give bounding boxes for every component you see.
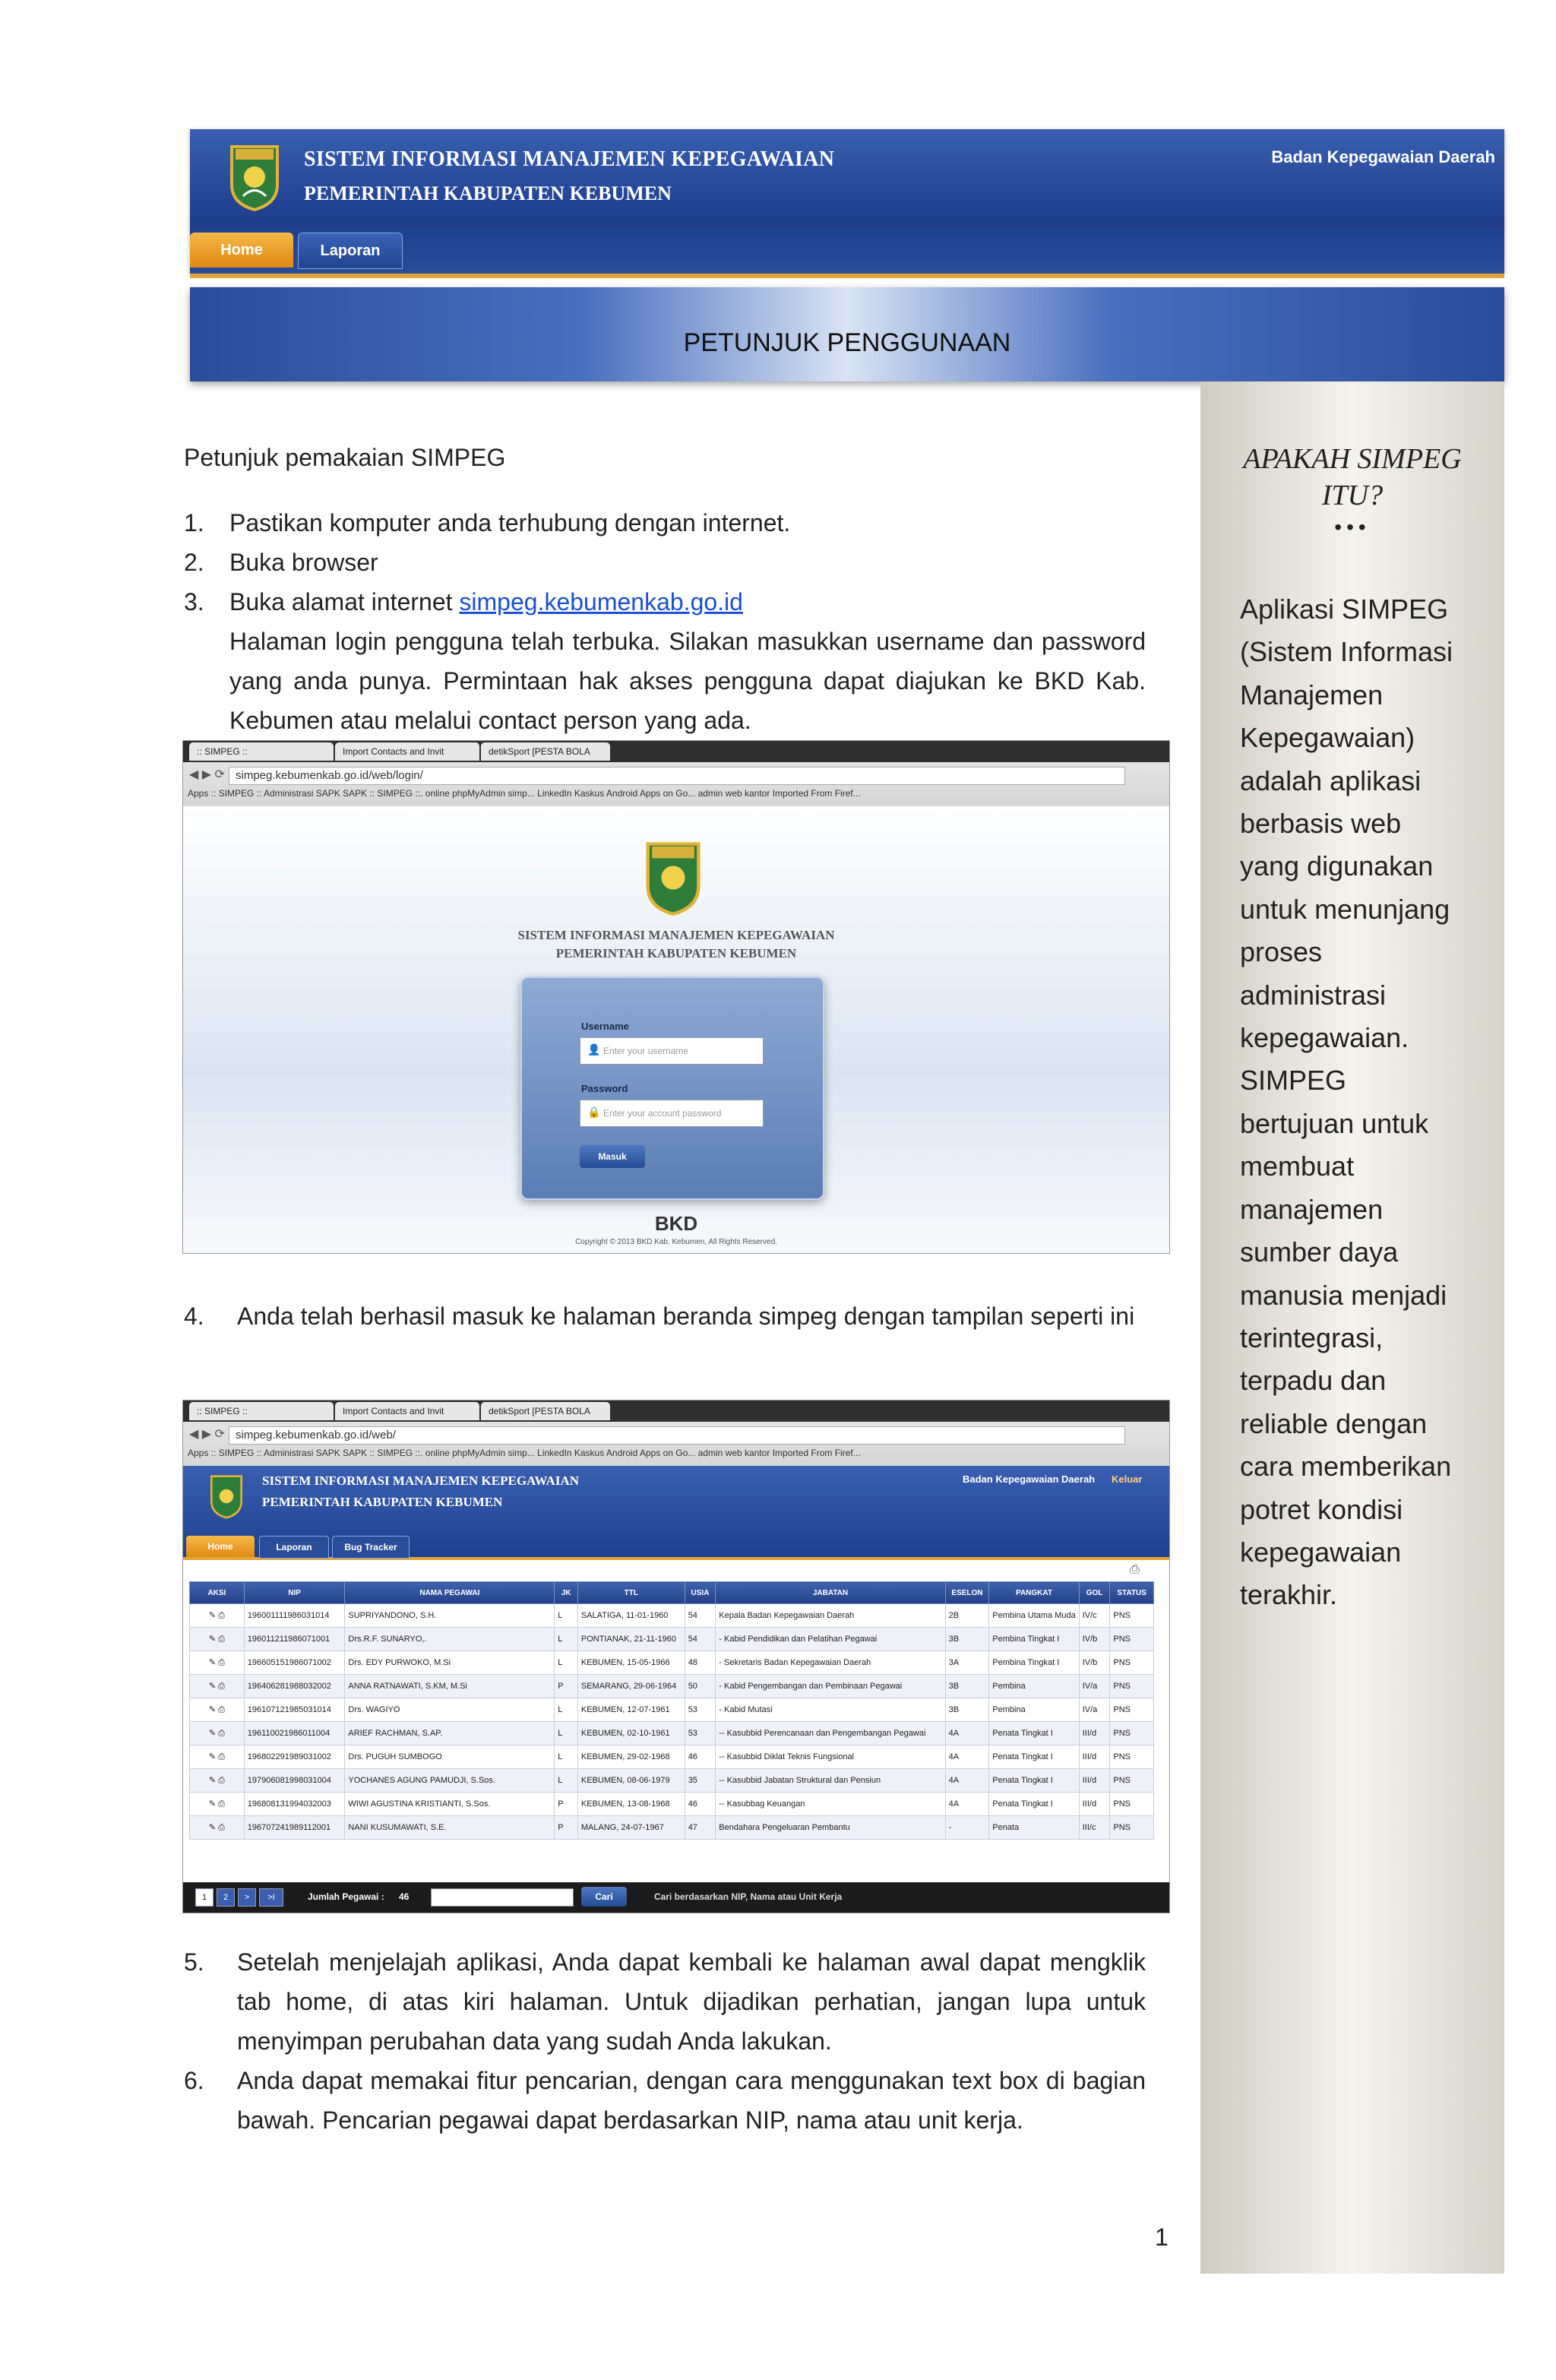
- print-icon[interactable]: ⎙: [216, 1776, 225, 1785]
- step-6-text: Anda dapat memakai fitur pencarian, dengan cara menggunakan text box di bagian bawah. Pencarian pegawai dapat berdasarkan NIP, nama atau unit kerja.: [237, 2067, 1146, 2134]
- table-cell: L: [555, 1698, 578, 1722]
- browser-tab[interactable]: detikSport [PESTA BOLA: [481, 1402, 610, 1420]
- table-cell: P: [555, 1675, 578, 1698]
- section-title: PETUNJUK PENGGUNAAN: [683, 328, 1011, 357]
- table-cell: KEBUMEN, 13-08-1968: [577, 1793, 685, 1816]
- table-cell: Bendahara Pengeluaran Pembantu: [716, 1816, 945, 1840]
- table-cell: Pembina: [989, 1675, 1079, 1698]
- login-screenshot: [182, 740, 1170, 1254]
- table-cell: 50: [685, 1675, 716, 1698]
- row-actions: [190, 1722, 245, 1745]
- table-cell: Pembina Tingkat I: [989, 1651, 1079, 1675]
- table-cell: IV/b: [1079, 1651, 1110, 1675]
- sidebar-line: Kepegawaian): [1240, 722, 1415, 754]
- home-screenshot: [182, 1400, 1170, 1913]
- table-cell: 3B: [945, 1628, 989, 1651]
- row-actions: [190, 1816, 245, 1840]
- table-cell: 196110021986011004: [244, 1722, 345, 1745]
- sidebar-line: kepegawaian: [1240, 1536, 1402, 1568]
- password-label: Password: [581, 1083, 628, 1094]
- column-header[interactable]: AKSI: [190, 1582, 245, 1604]
- table-cell: L: [555, 1651, 578, 1675]
- page-button[interactable]: 1: [195, 1888, 213, 1907]
- browser-tab[interactable]: :: SIMPEG ::: [189, 742, 334, 761]
- username-label: Username: [581, 1021, 629, 1032]
- row-actions: [190, 1769, 245, 1793]
- column-header[interactable]: STATUS: [1110, 1582, 1154, 1604]
- sidebar-body: [1240, 588, 1483, 1617]
- row-actions: [190, 1793, 245, 1816]
- row-actions: [190, 1745, 245, 1769]
- table-cell: L: [555, 1769, 578, 1793]
- bookmarks-bar: Apps :: SIMPEG :: Administrasi SAPK SAPK :: SIMPEG ::. online phpMyAdmin simp... LinkedIn Kaskus Android Apps on Go... admin web kantor Imported From Firef...: [188, 788, 861, 799]
- table-cell: Kepala Badan Kepegawaian Daerah: [716, 1604, 945, 1628]
- table-cell: Drs. WAGIYO: [345, 1698, 555, 1722]
- kebumen-emblem-icon: [209, 1473, 244, 1519]
- print-icon[interactable]: ⎙: [216, 1752, 225, 1761]
- page-number: 1: [1155, 2223, 1169, 2251]
- table-row[interactable]: [190, 1604, 1154, 1628]
- table-cell: 48: [685, 1651, 716, 1675]
- table-row[interactable]: [190, 1745, 1154, 1769]
- row-actions: [190, 1651, 245, 1675]
- column-header[interactable]: JK: [555, 1582, 578, 1604]
- table-cell: 3B: [945, 1698, 989, 1722]
- table-cell: IV/a: [1079, 1698, 1110, 1722]
- table-cell: SUPRIYANDONO, S.H.: [345, 1604, 555, 1628]
- employee-count-value: 46: [399, 1891, 410, 1902]
- tab-home[interactable]: Home: [186, 1536, 255, 1557]
- step-3-text: Buka alamat internet: [229, 588, 460, 616]
- table-cell: IV/c: [1079, 1604, 1110, 1628]
- edit-icon[interactable]: ✎: [208, 1682, 217, 1691]
- table-cell: PNS: [1110, 1793, 1154, 1816]
- edit-icon[interactable]: ✎: [208, 1705, 217, 1714]
- table-cell: KEBUMEN, 29-02-1968: [577, 1745, 685, 1769]
- table-cell: L: [555, 1722, 578, 1745]
- print-icon[interactable]: ⎙: [216, 1658, 225, 1667]
- table-cell: Drs. PUGUH SUMBOGO: [345, 1745, 555, 1769]
- table-cell: -: [945, 1816, 989, 1840]
- row-actions: [190, 1628, 245, 1651]
- table-cell: PNS: [1110, 1722, 1154, 1745]
- table-cell: KEBUMEN, 02-10-1961: [577, 1722, 685, 1745]
- search-button[interactable]: Cari: [581, 1887, 627, 1907]
- table-cell: PNS: [1110, 1769, 1154, 1793]
- sidebar-dots: •••: [1334, 515, 1371, 539]
- table-cell: Penata Tingkat I: [989, 1769, 1079, 1793]
- login-button[interactable]: Masuk: [580, 1145, 645, 1168]
- table-row[interactable]: [190, 1722, 1154, 1745]
- table-cell: 2B: [945, 1604, 989, 1628]
- employee-table: [189, 1581, 1154, 1840]
- table-cell: MALANG, 24-07-1967: [577, 1816, 685, 1840]
- sidebar-line: potret kondisi: [1240, 1493, 1403, 1525]
- step-3-detail: Halaman login pengguna telah terbuka. Silakan masukkan username dan password yang anda punya. Permintaan hak akses pengguna dapat diajukan ke BKD Kab. Kebumen atau melalui contact person yang ada.: [229, 628, 1146, 734]
- last-page-button[interactable]: >I: [259, 1888, 283, 1907]
- table-cell: 196707241989112001: [244, 1816, 345, 1840]
- browser-tab-strip: [183, 741, 1169, 762]
- column-header[interactable]: USIA: [685, 1582, 716, 1604]
- search-hint: Cari berdasarkan NIP, Nama atau Unit Kerja: [654, 1891, 843, 1902]
- sidebar-title: APAKAH SIMPEG ITU?: [1243, 443, 1462, 511]
- intro-text: Petunjuk pemakaian SIMPEG: [184, 444, 506, 471]
- table-row[interactable]: [190, 1675, 1154, 1698]
- table-cell: 46: [685, 1793, 716, 1816]
- table-cell: SEMARANG, 29-06-1964: [577, 1675, 685, 1698]
- table-cell: 4A: [945, 1722, 989, 1745]
- table-cell: ANNA RATNAWATI, S.KM, M.Si: [345, 1675, 555, 1698]
- browser-tab[interactable]: Import Contacts and Invit: [335, 1402, 479, 1420]
- table-cell: Pembina Tingkat I: [989, 1628, 1079, 1651]
- nav-underline: [183, 1557, 1169, 1560]
- app-title-line1: SISTEM INFORMASI MANAJEMEN KEPEGAWAIAN: [304, 147, 835, 171]
- table-cell: III/d: [1079, 1722, 1110, 1745]
- sidebar-line: terintegrasi,: [1240, 1321, 1384, 1353]
- table-cell: 196802291989031002: [244, 1745, 345, 1769]
- browser-tab-strip: [183, 1400, 1169, 1422]
- browser-chrome: [183, 741, 1169, 807]
- login-title-line2: PEMERINTAH KABUPATEN KEBUMEN: [555, 946, 797, 961]
- table-cell: SALATIGA, 11-01-1960: [577, 1604, 685, 1628]
- table-cell: - Sekretaris Badan Kepegawaian Daerah: [716, 1651, 945, 1675]
- step-3-line: [229, 582, 743, 622]
- address-bar[interactable]: simpeg.kebumenkab.go.id/web/login/: [229, 767, 1125, 785]
- table-cell: 47: [685, 1816, 716, 1840]
- sidebar-line: terpadu dan: [1240, 1365, 1387, 1397]
- print-icon[interactable]: ⎙: [216, 1799, 225, 1809]
- table-row[interactable]: [190, 1793, 1154, 1816]
- step-4-number: 4.: [184, 1302, 204, 1330]
- table-cell: 54: [685, 1604, 716, 1628]
- table-cell: PNS: [1110, 1604, 1154, 1628]
- table-row[interactable]: [190, 1651, 1154, 1675]
- sidebar-line: manusia menjadi: [1240, 1279, 1447, 1311]
- edit-icon[interactable]: ✎: [208, 1611, 217, 1620]
- login-title-line1: SISTEM INFORMASI MANAJEMEN KEPEGAWAIAN: [517, 928, 835, 942]
- step-2-text: Buka browser: [229, 549, 378, 576]
- table-cell: 196001111986031014: [244, 1604, 345, 1628]
- table-cell: Penata: [989, 1816, 1079, 1840]
- table-cell: 196605151986071002: [244, 1651, 345, 1675]
- table-cell: III/d: [1079, 1769, 1110, 1793]
- bookmarks-bar: Apps :: SIMPEG :: Administrasi SAPK SAPK :: SIMPEG ::. online phpMyAdmin simp... LinkedIn Kaskus Android Apps on Go... admin web kantor Imported From Firef...: [188, 1448, 861, 1458]
- browser-chrome: [183, 1400, 1169, 1467]
- address-bar[interactable]: simpeg.kebumenkab.go.id/web/: [229, 1426, 1125, 1445]
- table-cell: PNS: [1110, 1675, 1154, 1698]
- user-icon: 👤: [587, 1043, 601, 1055]
- sidebar-line: manajemen: [1240, 1193, 1384, 1225]
- sidebar-line: sumber daya: [1240, 1236, 1399, 1268]
- edit-icon[interactable]: ✎: [208, 1635, 217, 1644]
- step-1-text: Pastikan komputer anda terhubung dengan internet.: [229, 509, 791, 536]
- table-cell: Drs. EDY PURWOKO, M.Si: [345, 1651, 555, 1675]
- table-cell: 3A: [945, 1651, 989, 1675]
- kebumen-emblem-icon: [228, 143, 281, 211]
- table-cell: Penata Tingkat I: [989, 1745, 1079, 1769]
- copyright-text: Copyright © 2013 BKD Kab. Kebumen, All Rights Reserved.: [575, 1238, 777, 1246]
- tab-laporan[interactable]: Laporan: [298, 233, 403, 269]
- column-header[interactable]: TTL: [577, 1582, 685, 1604]
- bkd-footer-logo: BKD: [654, 1212, 698, 1235]
- table-cell: NANI KUSUMAWATI, S.E.: [345, 1816, 555, 1840]
- logout-link[interactable]: Keluar: [1112, 1473, 1143, 1485]
- print-icon[interactable]: ⎙: [216, 1729, 225, 1738]
- home-title-line2: PEMERINTAH KABUPATEN KEBUMEN: [262, 1495, 503, 1509]
- row-actions: [190, 1604, 245, 1628]
- sidebar-line: bertujuan untuk: [1240, 1107, 1429, 1139]
- print-icon[interactable]: ⎙: [216, 1682, 225, 1691]
- column-header[interactable]: NAMA PEGAWAI: [345, 1582, 555, 1604]
- row-actions: [190, 1698, 245, 1722]
- password-input[interactable]: Enter your account password: [580, 1100, 764, 1127]
- back-forward-reload-icon[interactable]: ◀ ▶ ⟳: [189, 1428, 225, 1441]
- table-cell: 196107121985031014: [244, 1698, 345, 1722]
- table-cell: -- Kasubbid Diklat Teknis Fungsional: [716, 1745, 945, 1769]
- column-header[interactable]: JABATAN: [716, 1582, 945, 1604]
- table-cell: PNS: [1110, 1651, 1154, 1675]
- simpeg-url-link[interactable]: simpeg.kebumenkab.go.id: [459, 588, 743, 616]
- login-form: [520, 976, 824, 1200]
- table-cell: KEBUMEN, 15-05-1966: [577, 1651, 685, 1675]
- home-brand: Badan Kepegawaian Daerah: [963, 1473, 1096, 1485]
- table-cell: 4A: [945, 1745, 989, 1769]
- table-cell: III/c: [1079, 1816, 1110, 1840]
- column-header[interactable]: NIP: [244, 1582, 345, 1604]
- next-page-button[interactable]: >: [238, 1888, 256, 1907]
- sidebar-line: reliable dengan: [1240, 1407, 1428, 1439]
- step-5-number: 5.: [184, 1948, 204, 1976]
- table-cell: KEBUMEN, 08-06-1979: [577, 1769, 685, 1793]
- print-icon[interactable]: ⎙: [216, 1635, 225, 1644]
- kebumen-emblem-icon: [643, 840, 704, 916]
- table-cell: PNS: [1110, 1745, 1154, 1769]
- table-row[interactable]: [190, 1769, 1154, 1793]
- browser-tab[interactable]: :: SIMPEG ::: [189, 1402, 334, 1420]
- sidebar-line: berbasis web: [1240, 808, 1402, 840]
- step-2-number: 2.: [184, 549, 204, 576]
- table-cell: YOCHANES AGUNG PAMUDJI, S.Sos.: [345, 1769, 555, 1793]
- browser-tab[interactable]: Import Contacts and Invit: [335, 742, 479, 761]
- sidebar-line: Manajemen: [1240, 679, 1384, 711]
- page-button[interactable]: 2: [217, 1888, 235, 1907]
- home-title-line1: SISTEM INFORMASI MANAJEMEN KEPEGAWAIAN: [262, 1473, 580, 1488]
- app-title-line2: PEMERINTAH KABUPATEN KEBUMEN: [304, 182, 672, 204]
- table-cell: - Kabid Pendidikan dan Pelatihan Pegawai: [716, 1628, 945, 1651]
- edit-icon[interactable]: ✎: [208, 1799, 217, 1809]
- employee-count-label: Jumlah Pegawai :: [308, 1891, 384, 1902]
- table-cell: -- Kasubbid Perencanaan dan Pengembangan Pegawai: [716, 1722, 945, 1745]
- lock-icon: 🔒: [587, 1106, 601, 1118]
- section-title-band: [190, 287, 1504, 381]
- table-cell: L: [555, 1628, 578, 1651]
- table-cell: -- Kasubbag Keuangan: [716, 1793, 945, 1816]
- sidebar-line: SIMPEG: [1240, 1065, 1347, 1097]
- column-header[interactable]: GOL: [1079, 1582, 1110, 1604]
- table-cell: 53: [685, 1722, 716, 1745]
- app-header-banner: [190, 129, 1504, 274]
- table-cell: 196808131994032003: [244, 1793, 345, 1816]
- table-cell: 4A: [945, 1769, 989, 1793]
- sidebar-line: cara memberikan: [1240, 1451, 1452, 1483]
- tab-laporan[interactable]: Laporan: [259, 1536, 329, 1559]
- back-forward-reload-icon[interactable]: ◀ ▶ ⟳: [189, 768, 225, 781]
- table-cell: L: [555, 1604, 578, 1628]
- table-cell: IV/b: [1079, 1628, 1110, 1651]
- table-cell: IV/a: [1079, 1675, 1110, 1698]
- table-cell: WIWI AGUSTINA KRISTIANTI, S.Sos.: [345, 1793, 555, 1816]
- table-cell: Pembina: [989, 1698, 1079, 1722]
- step-3-number: 3.: [184, 588, 204, 616]
- edit-icon[interactable]: ✎: [208, 1658, 217, 1667]
- sidebar-line: proses: [1240, 936, 1323, 968]
- sidebar-line: terakhir.: [1240, 1579, 1338, 1611]
- table-cell: PNS: [1110, 1816, 1154, 1840]
- edit-icon[interactable]: ✎: [208, 1823, 217, 1832]
- table-cell: - Kabid Mutasi: [716, 1698, 945, 1722]
- row-actions: [190, 1675, 245, 1698]
- table-cell: KEBUMEN, 12-07-1961: [577, 1698, 685, 1722]
- table-cell: 196406281988032002: [244, 1675, 345, 1698]
- step-6-number: 6.: [184, 2067, 204, 2094]
- table-cell: 35: [685, 1769, 716, 1793]
- table-row[interactable]: [190, 1628, 1154, 1651]
- table-cell: P: [555, 1816, 578, 1840]
- table-cell: 3B: [945, 1675, 989, 1698]
- step-1-number: 1.: [184, 509, 204, 536]
- sidebar-line: untuk menunjang: [1240, 893, 1450, 925]
- table-cell: Pembina Utama Muda: [989, 1604, 1079, 1628]
- edit-icon[interactable]: ✎: [208, 1752, 217, 1761]
- column-header[interactable]: ESELON: [945, 1582, 989, 1604]
- tab-bug-tracker[interactable]: Bug Tracker: [332, 1536, 410, 1559]
- table-cell: Drs.R.F. SUNARYO,.: [345, 1628, 555, 1651]
- search-input[interactable]: [431, 1888, 574, 1907]
- sidebar-line: kepegawaian.: [1240, 1022, 1409, 1054]
- step-4-text: Anda telah berhasil masuk ke halaman beranda simpeg dengan tampilan seperti ini: [237, 1302, 1135, 1330]
- table-cell: 54: [685, 1628, 716, 1651]
- step-5-text: Setelah menjelajah aplikasi, Anda dapat kembali ke halaman awal dapat mengklik tab home, di atas kiri halaman. Untuk dijadikan perhatian, jangan lupa untuk menyimpan perubahan data yang sudah Anda lakukan.: [237, 1948, 1146, 2055]
- edit-icon[interactable]: ✎: [208, 1729, 217, 1738]
- agency-brand: Badan Kepegawaian Daerah: [1271, 147, 1495, 166]
- table-cell: PNS: [1110, 1628, 1154, 1651]
- edit-icon[interactable]: ✎: [208, 1776, 217, 1785]
- sidebar-line: adalah aplikasi: [1240, 764, 1422, 796]
- print-icon[interactable]: ⎙: [216, 1611, 225, 1620]
- table-row[interactable]: [190, 1698, 1154, 1722]
- column-header[interactable]: PANGKAT: [989, 1582, 1079, 1604]
- table-cell: 53: [685, 1698, 716, 1722]
- employee-table-body: [190, 1604, 1154, 1840]
- table-cell: 197906081998031004: [244, 1769, 345, 1793]
- table-row[interactable]: [190, 1816, 1154, 1840]
- employee-table-wrap: [189, 1581, 1154, 1882]
- table-cell: Penata Tingkat I: [989, 1722, 1079, 1745]
- table-cell: 196011211986071001: [244, 1628, 345, 1651]
- table-cell: - Kabid Pengembangan dan Pembinaan Pegawai: [716, 1675, 945, 1698]
- sidebar-line: membuat: [1240, 1150, 1355, 1182]
- print-icon[interactable]: ⎙: [216, 1705, 225, 1714]
- tab-home[interactable]: Home: [190, 233, 293, 267]
- table-cell: III/d: [1079, 1793, 1110, 1816]
- table-cell: Penata Tingkat I: [989, 1793, 1079, 1816]
- table-cell: III/d: [1079, 1745, 1110, 1769]
- table-cell: PONTIANAK, 21-11-1960: [577, 1628, 685, 1651]
- table-cell: 46: [685, 1745, 716, 1769]
- sidebar-line: yang digunakan: [1240, 850, 1434, 882]
- username-input[interactable]: Enter your username: [580, 1037, 764, 1065]
- table-cell: L: [555, 1745, 578, 1769]
- table-footer-bar: [183, 1882, 1169, 1913]
- table-cell: PNS: [1110, 1698, 1154, 1722]
- print-icon[interactable]: ⎙: [1130, 1563, 1140, 1576]
- sidebar-line: administrasi: [1240, 979, 1387, 1011]
- browser-tab[interactable]: detikSport [PESTA BOLA: [481, 742, 610, 761]
- table-cell: P: [555, 1793, 578, 1816]
- sidebar-line: Aplikasi SIMPEG: [1240, 593, 1449, 625]
- table-cell: 4A: [945, 1793, 989, 1816]
- sidebar-line: (Sistem Informasi: [1240, 636, 1453, 668]
- table-cell: ARIEF RACHMAN, S.AP.: [345, 1722, 555, 1745]
- print-icon[interactable]: ⎙: [216, 1823, 225, 1832]
- table-cell: -- Kasubbid Jabatan Struktural dan Pensiun: [716, 1769, 945, 1793]
